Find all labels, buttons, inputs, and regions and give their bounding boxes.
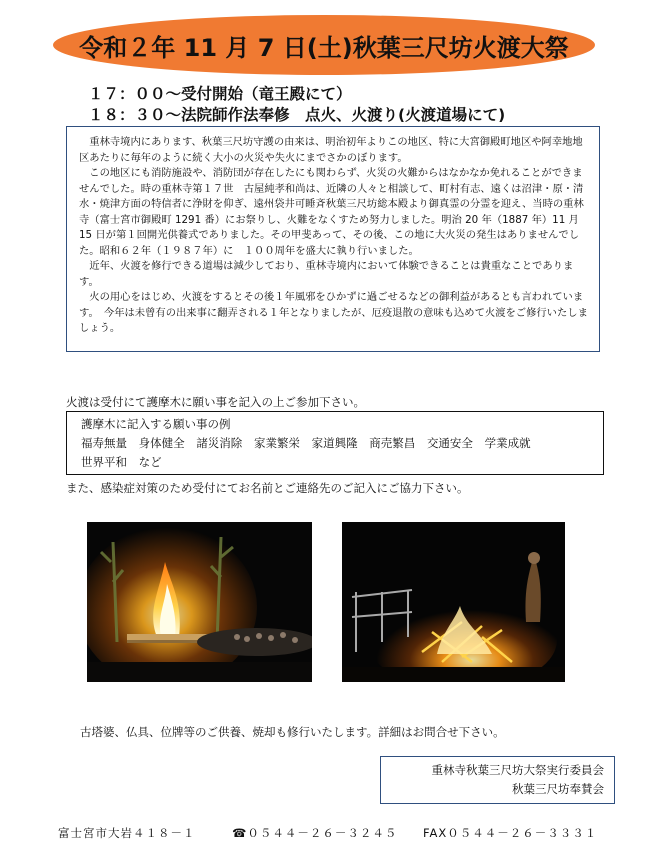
wish-item: 諸災消除	[196, 436, 243, 450]
wish-examples-box	[66, 411, 604, 475]
intro-box	[66, 126, 600, 352]
bonfire-photo-right-image	[342, 522, 565, 682]
schedule-item-reception: １７：００～受付開始（竜王殿にて）	[88, 85, 352, 103]
schedule	[88, 84, 505, 126]
intro-paragraph: この地区にも消防施設や、消防団が存在したにも関わらず、火災の火難からはなかなか免れることができませんでした。時の重林寺第１７世 古屋純孝和尚は、近隣の人々と相談して、町村有志、遠くは沼津・原・清水・焼津方面の特信者に浄財を仰ぎ、遠州袋井可睡斉秋葉三尺坊総本殿より御真霊の分霊を迎え、当時の重林寺（富士宮市御殿町 1291 番）にお祭りし、火難をなくすため努力しました。明治 20 年（1887 年）11 月 15 日が第１回開光供養式でありました。その甲斐あって、その後、この地に大火災の発生はありませんでした。昭和６２年（１９８７年）に １００周年を盛大に執り行いました。	[79, 167, 584, 257]
wish-item: 交通安全	[426, 436, 473, 450]
footer-fax: FAX０５４４－２６－３３３１	[423, 826, 598, 840]
wish-list-line2	[81, 453, 603, 472]
wish-list-line1	[81, 434, 603, 453]
infection-notice: また、感染症対策のため受付にてお名前とご連絡先のご記入にご協力下さい。	[66, 481, 469, 495]
wish-item: 商売繁昌	[369, 436, 416, 450]
wish-item: 福寿無量	[81, 436, 127, 450]
wish-item: 身体健全	[138, 436, 185, 450]
intro-paragraph: 近年、火渡を修行できる道場は減少しており、重林寺境内において体験できることは貴重なことであります。	[79, 260, 574, 288]
reception-notice: 火渡は受付にて護摩木に願い事を記入の上ご参加下さい。	[66, 395, 365, 409]
wish-item: など	[138, 455, 162, 469]
footer-phone[interactable]: ☎０５４４－２６－３２４５	[232, 826, 398, 840]
bonfire-photo-left	[87, 522, 312, 682]
wish-item: 世界平和	[81, 455, 127, 469]
intro-paragraph: 重林寺境内にあります、秋葉三尺坊守護の由来は、明治初年よりこの地区、特に大宮御殿町地区や阿幸地地区あたりに毎年のように続く大小の火災や失火にまでさかのぼります。	[79, 136, 583, 164]
offering-notice: 古塔婆、仏具、位牌等のご供養、焼却も修行いたします。詳細はお問合せ下さい。	[80, 725, 505, 739]
footer-address: 富士宮市大岩４１８－１	[58, 826, 196, 840]
wish-examples-title: 護摩木に記入する願い事の例	[81, 417, 231, 431]
schedule-item-ceremony: １８：３０～法院師作法奉修 点火、火渡り(火渡道場にて)	[88, 106, 506, 124]
intro-paragraph: 火の用心をはじめ、火渡をするとその後１年風邪をひかずに過ごせるなどの御利益があるとも言われています。 今年は未曾有の出来事に翻弄される１年となりましたが、厄疫退散の意味も込めて火渡をご修行いたしましょう。	[79, 291, 588, 334]
organizer-committee: 重林寺秋葉三尺坊大祭実行委員会	[431, 763, 604, 777]
wish-item: 家業繁栄	[253, 436, 300, 450]
wish-item: 家道興隆	[311, 436, 358, 450]
organizer-box	[380, 756, 615, 804]
bonfire-photo-right	[342, 522, 565, 682]
page-title: 令和２年 11 月 7 日(土)秋葉三尺坊火渡大祭	[79, 33, 569, 62]
organizer-association: 秋葉三尺坊奉賛会	[512, 782, 604, 796]
wish-item: 学業成就	[484, 436, 531, 450]
bonfire-photo-left-image	[87, 522, 312, 682]
